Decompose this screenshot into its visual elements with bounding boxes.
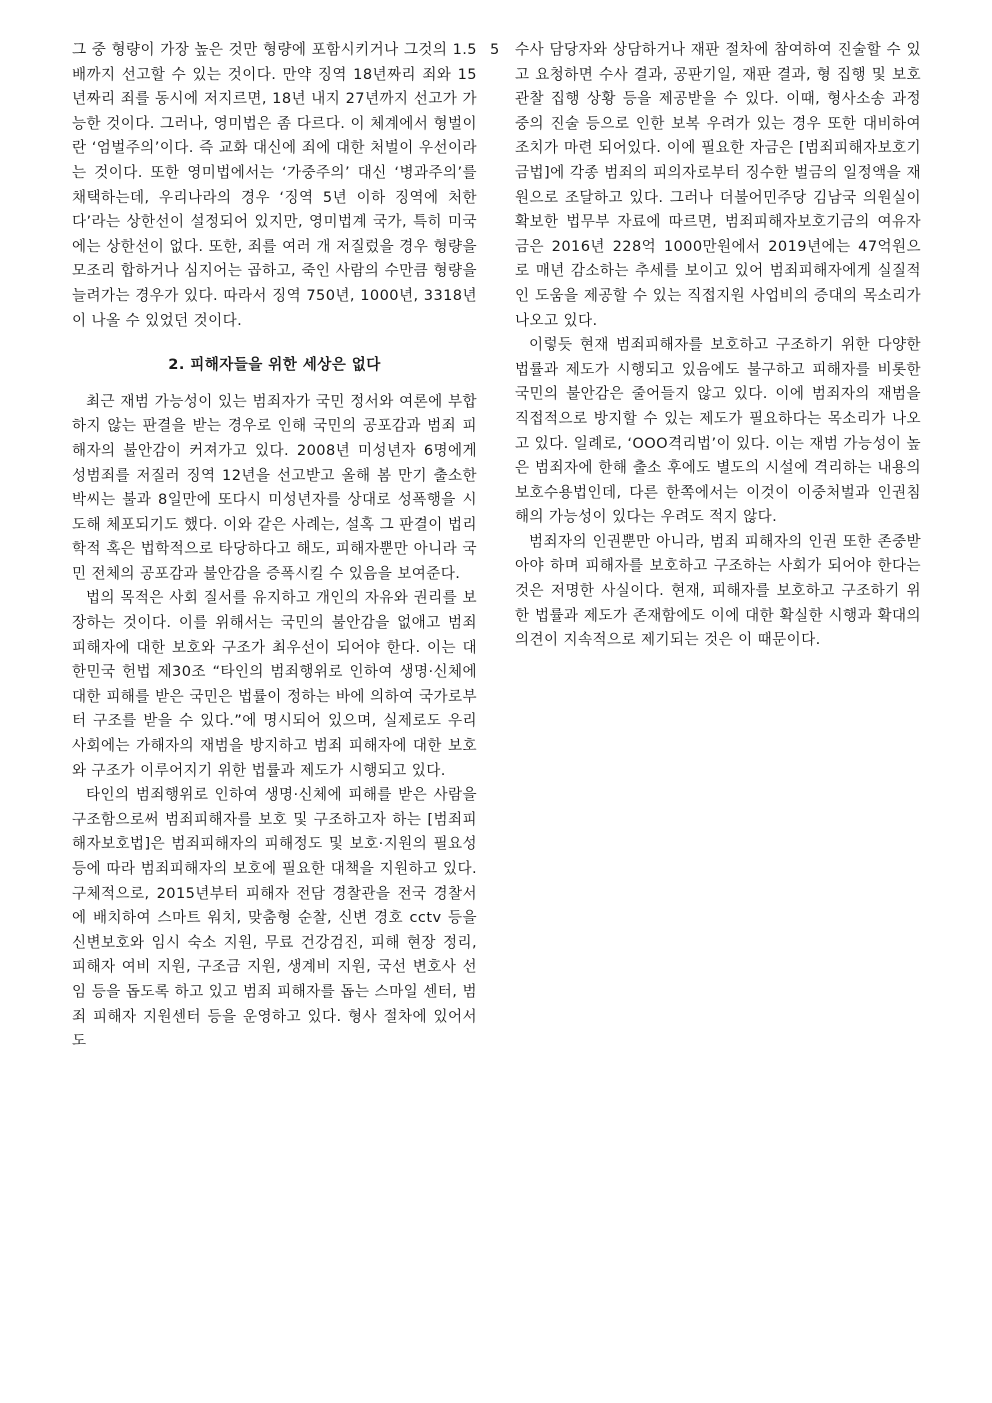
left-column <box>72 38 477 1054</box>
body-paragraph: 이렇듯 현재 범죄피해자를 보호하고 구조하기 위한 다양한 법률과 제도가 시행되고 있음에도 불구하고 피해자를 비롯한 국민의 불안감은 줄어들지 않고 있다. 이에 범죄자의 재범을 직접적으로 방지할 수 있는 제도가 필요하다는 목소리가 나오고 있다. 일례로, ‘OOO격리법’이 있다. 이는 재범 가능성이 높은 범죄자에 한해 출소 후에도 별도의 시설에 격리하는 내용의 보호수용법인데, 다른 한쪽에서는 이것이 이중처벌과 인권침해의 가능성이 있다는 우려도 적지 않다. <box>515 336 921 526</box>
body-paragraph: 범죄자의 인권뿐만 아니라, 범죄 피해자의 인권 또한 존중받아야 하며 피해자를 보호하고 구조하는 사회가 되어야 한다는 것은 저명한 사실이다. 현재, 피해자를 보호하고 구조하기 위한 법률과 제도가 존재함에도 이에 대한 확실한 시행과 확대의 의견이 지속적으로 제기되는 것은 이 때문이다. <box>515 532 921 649</box>
intro-paragraph: 그 중 형량이 가장 높은 것만 형량에 포함시키거나 그것의 1.5배까지 선고할 수 있는 것이다. 만약 징역 18년짜리 죄와 15년짜리 죄를 동시에 저지르면, 18년 내지 27년까지 선고가 가능한 것이다. 그러나, 영미법은 좀 다르다. 이 체계에서 형벌이란 ‘엄벌주의’이다. 즉 교화 대신에 죄에 대한 처벌이 우선이라는 것이다. 또한 영미법에서는 ‘가중주의’ 대신 ‘병과주의’를 채택하는데, 우리나라의 경우 ‘징역 5년 이하 징역에 처한다’라는 상한선이 설정되어 있지만, 영미법계 국가, 특히 미국에는 상한선이 없다. 또한, 죄를 여러 개 저질렀을 경우 형량을 모조리 합하거나 심지어는 곱하고, 죽인 사람의 수만큼 형량을 늘려가는 경우가 있다. 따라서 징역 750년, 1000년, 3318년이 나올 수 있었던 것이다. <box>72 41 477 329</box>
page-number: 5 <box>490 41 500 58</box>
section-heading: 2. 피해자들을 위한 세상은 없다 <box>168 356 381 374</box>
body-paragraph: 수사 담당자와 상담하거나 재판 절차에 참여하여 진술할 수 있고 요청하면 수사 결과, 공판기일, 재판 결과, 형 집행 및 보호관찰 집행 상황 등을 제공받을 수 있다. 이때, 형사소송 과정 중의 진술 등으로 인한 보복 우려가 있는 경우 또한 대비하여 조치가 마련 되어있다. 이에 필요한 자금은 [범죄피해자보호기금법]에 각종 범죄의 피의자로부터 징수한 벌금의 일정액을 재원으로 조달하고 있다. 그러나 더불어민주당 김남국 의원실이 확보한 법무부 자료에 따르면, 범죄피해자보호기금의 여유자금은 2016년 228억 1000만원에서 2019년에는 47억원으로 매년 감소하는 추세를 보이고 있어 범죄피해자에게 실질적인 도움을 제공할 수 있는 직접지원 사업비의 증대의 목소리가 나오고 있다. <box>515 41 921 329</box>
body-paragraph: 타인의 범죄행위로 인하여 생명·신체에 피해를 받은 사람을 구조함으로써 범죄피해자를 보호 및 구조하고자 하는 [범죄피해자보호법]은 범죄피해자의 피해정도 및 보호·지원의 필요성 등에 따라 범죄피해자의 보호에 필요한 대책을 지원하고 있다. 구체적으로, 2015년부터 피해자 전담 경찰관을 전국 경찰서에 배치하여 스마트 워치, 맞춤형 순찰, 신변 경호 cctv 등을 신변보호와 임시 숙소 지원, 무료 건강검진, 피해 현장 정리, 피해자 여비 지원, 구조금 지원, 생계비 지원, 국선 변호사 선임 등을 돕도록 하고 있고 범죄 피해자를 돕는 스마일 센터, 범죄 피해자 지원센터 등을 운영하고 있다. 형사 절차에 있어서도 <box>72 786 477 1050</box>
right-column <box>515 38 921 653</box>
body-paragraph: 최근 재범 가능성이 있는 범죄자가 국민 정서와 여론에 부합하지 않는 판결을 받는 경우로 인해 국민의 공포감과 범죄 피해자의 불안감이 커져가고 있다. 2008년 미성년자 6명에게 성범죄를 저질러 징역 12년을 선고받고 올해 봄 만기 출소한 박씨는 불과 8일만에 또다시 미성년자를 상대로 성폭행을 시도해 체포되기도 했다. 이와 같은 사례는, 설혹 그 판결이 법리학적 혹은 법학적으로 타당하다고 해도, 피해자뿐만 아니라 국민 전체의 공포감과 불안감을 증폭시킬 수 있음을 보여준다. <box>72 392 477 582</box>
body-paragraph: 법의 목적은 사회 질서를 유지하고 개인의 자유와 권리를 보장하는 것이다. 이를 위해서는 국민의 불안감을 없애고 범죄 피해자에 대한 보호와 구조가 최우선이 되어야 한다. 이는 대한민국 헌법 제30조 “타인의 범죄행위로 인하여 생명·신체에 대한 피해를 받은 국민은 법률이 정하는 바에 의하여 국가로부터 구조를 받을 수 있다.”에 명시되어 있으며, 실제로도 우리 사회에는 가해자의 재범을 방지하고 범죄 피해자에 대한 보호와 구조가 이루어지기 위한 법률과 제도가 시행되고 있다. <box>72 589 477 779</box>
